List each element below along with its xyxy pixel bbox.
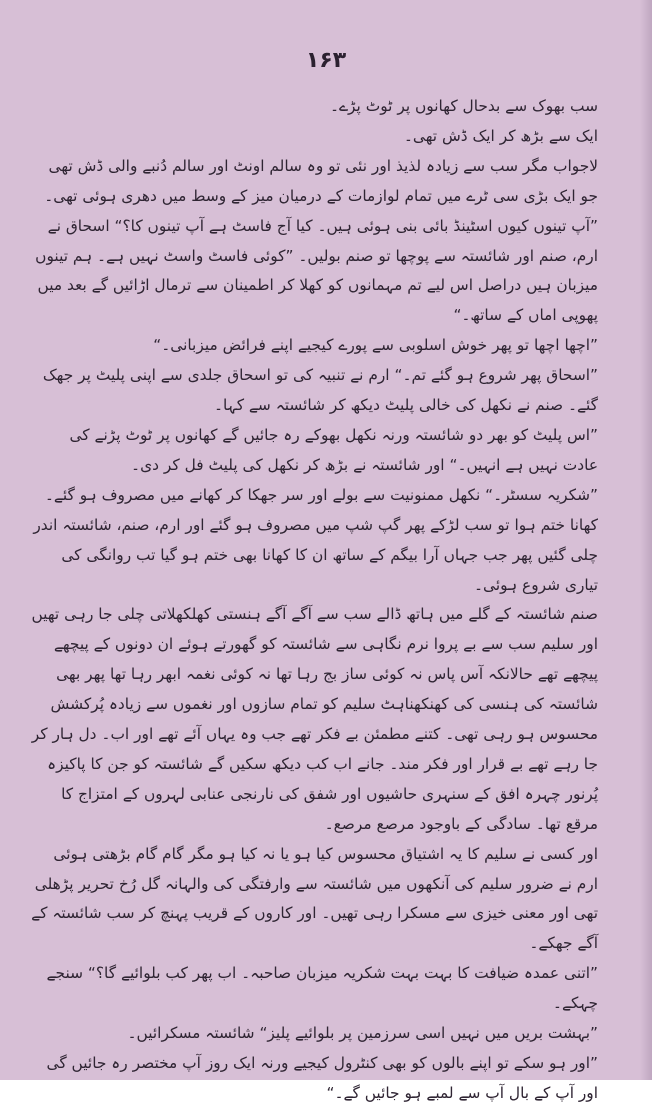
paragraph: صنم شائستہ کے گلے میں ہاتھ ڈالے سب سے آگے آگے ہنستی کھلکھلاتی چلی جا رہی تھیں اور سلیم سب سے بے پروا نرم نگاہی سے شائستہ کو گھورتے ہوئے ان دونوں کے پیچھے پیچھے تھے حالانکہ آس پاس نہ کوئی ساز بج رہا تھا نہ کوئی نغمہ ابھر رہا تھا پھر بھی شائستہ کی ہنسی کی کھنکھناہٹ سلیم کو تمام سازوں اور نغموں سے زیادہ پُرکشش محسوس ہو رہی تھی۔ کتنے مطمئن بے فکر تھے جب وہ یہاں آئے تھے اور اب۔ دل ہار کر جا رہے تھے بے قرار اور فکر مند۔ جانے اب کب دیکھ سکیں گے شائستہ کو جن کا پاکیزہ پُرنور چہرہ افق کے سنہری حاشیوں اور شفق کی نارنجی عنابی لہروں کے امتزاج کا مرقع تھا۔ سادگی کے باوجود مرصع مرصع۔	[31, 605, 598, 833]
page-number: ۱۶۳	[305, 48, 347, 73]
body-text	[30, 92, 620, 1109]
paragraph: ”اس پلیٹ کو بھر دو شائستہ ورنہ نکھل بھوکے رہ جائیں گے کھانوں پر ٹوٹ پڑنے کی عادت نہیں ہے انہیں۔“ اور شائستہ نے بڑھ کر نکھل کی پلیٹ فل کر دی۔	[69, 425, 598, 474]
paragraph: کھانا ختم ہوا تو سب لڑکے پھر گپ شپ میں مصروف ہو گئے اور ارم، صنم، شائستہ اندر چلی گئیں پھر جب جہاں آرا بیگم کے ساتھ ان کا کھانا بھی ختم ہو گیا تب روانگی کی تیاری شروع ہوئی۔	[33, 515, 598, 594]
paragraph: ”اور ہو سکے تو اپنے بالوں کو بھی کنٹرول کیجیے ورنہ ایک روز آپ مختصر رہ جائیں گی اور آپ کے بال آپ سے لمبے ہو جائیں گے۔“	[46, 1054, 598, 1102]
paragraph: ”شکریہ سسٹر۔“ نکھل ممنونیت سے بولے اور سر جھکا کر کھانے میں مصروف ہو گئے۔	[44, 485, 598, 504]
paragraph: ”اسحاق پھر شروع ہو گئے تم۔“ ارم نے تنبیہ کی تو اسحاق جلدی سے اپنی پلیٹ پر جھک گئے۔ صنم نے نکھل کی خالی پلیٹ دیکھ کر شائستہ سے کہا۔	[42, 366, 598, 415]
paragraph: ”اتنی عمدہ ضیافت کا بہت بہت شکریہ میزبان صاحبہ۔ اب پھر کب بلوائیے گا؟“ سنجے چہکے۔	[46, 964, 598, 1013]
paragraph: ”بہشت بریں میں نہیں اسی سرزمین پر بلوائیے پلیز“ شائستہ مسکرائیں۔	[127, 1024, 598, 1043]
paragraph: ”اچھا اچھا تو پھر خوش اسلوبی سے پورے کیجیے اپنے فرائض میزبانی۔“	[153, 336, 598, 355]
paragraph: ”آپ تینوں کیوں اسٹینڈ بائی بنی ہوئی ہیں۔ کیا آج فاسٹ ہے آپ تینوں کا؟“ اسحاق نے ارم، صنم اور شائستہ سے پوچھا تو صنم بولیں۔ ”کوئی فاسٹ واسٹ نہیں ہے۔ ہم تینوں میزبان ہیں دراصل اس لیے تم مہمانوں کو کھلا کر اطمینان سے ترمال اڑائیں گے بعد میں پھوپی اماں کے ساتھ۔“	[35, 216, 598, 325]
page-edge-shadow	[640, 0, 652, 1080]
paragraph: ایک سے بڑھ کر ایک ڈش تھی۔	[403, 126, 598, 145]
paragraph: اور کسی نے سلیم کا یہ اشتیاق محسوس کیا ہو یا نہ کیا ہو مگر گام گام بڑھتی ہوئی ارم نے ضرور سلیم کی آنکھوں میں شائستہ سے وارفتگی کی والہانہ گل رُخ تحریر پڑھلی تھی اور معنی خیزی سے مسکرا رہی تھیں۔ اور کاروں کے قریب پہنچ کر سب شائستہ کے آگے جھکے۔	[31, 844, 598, 953]
paragraph: لاجواب مگر سب سے زیادہ لذیذ اور نئی تو وہ سالم اونٹ اور سالم دُنبے والی ڈش تھی جو ایک بڑی سی ٹرے میں تمام لوازمات کے درمیان میز کے وسط میں دھری ہوئی تھی۔	[44, 156, 598, 205]
paragraph: سب بھوک سے بدحال کھانوں پر ٹوٹ پڑے۔	[330, 97, 598, 115]
